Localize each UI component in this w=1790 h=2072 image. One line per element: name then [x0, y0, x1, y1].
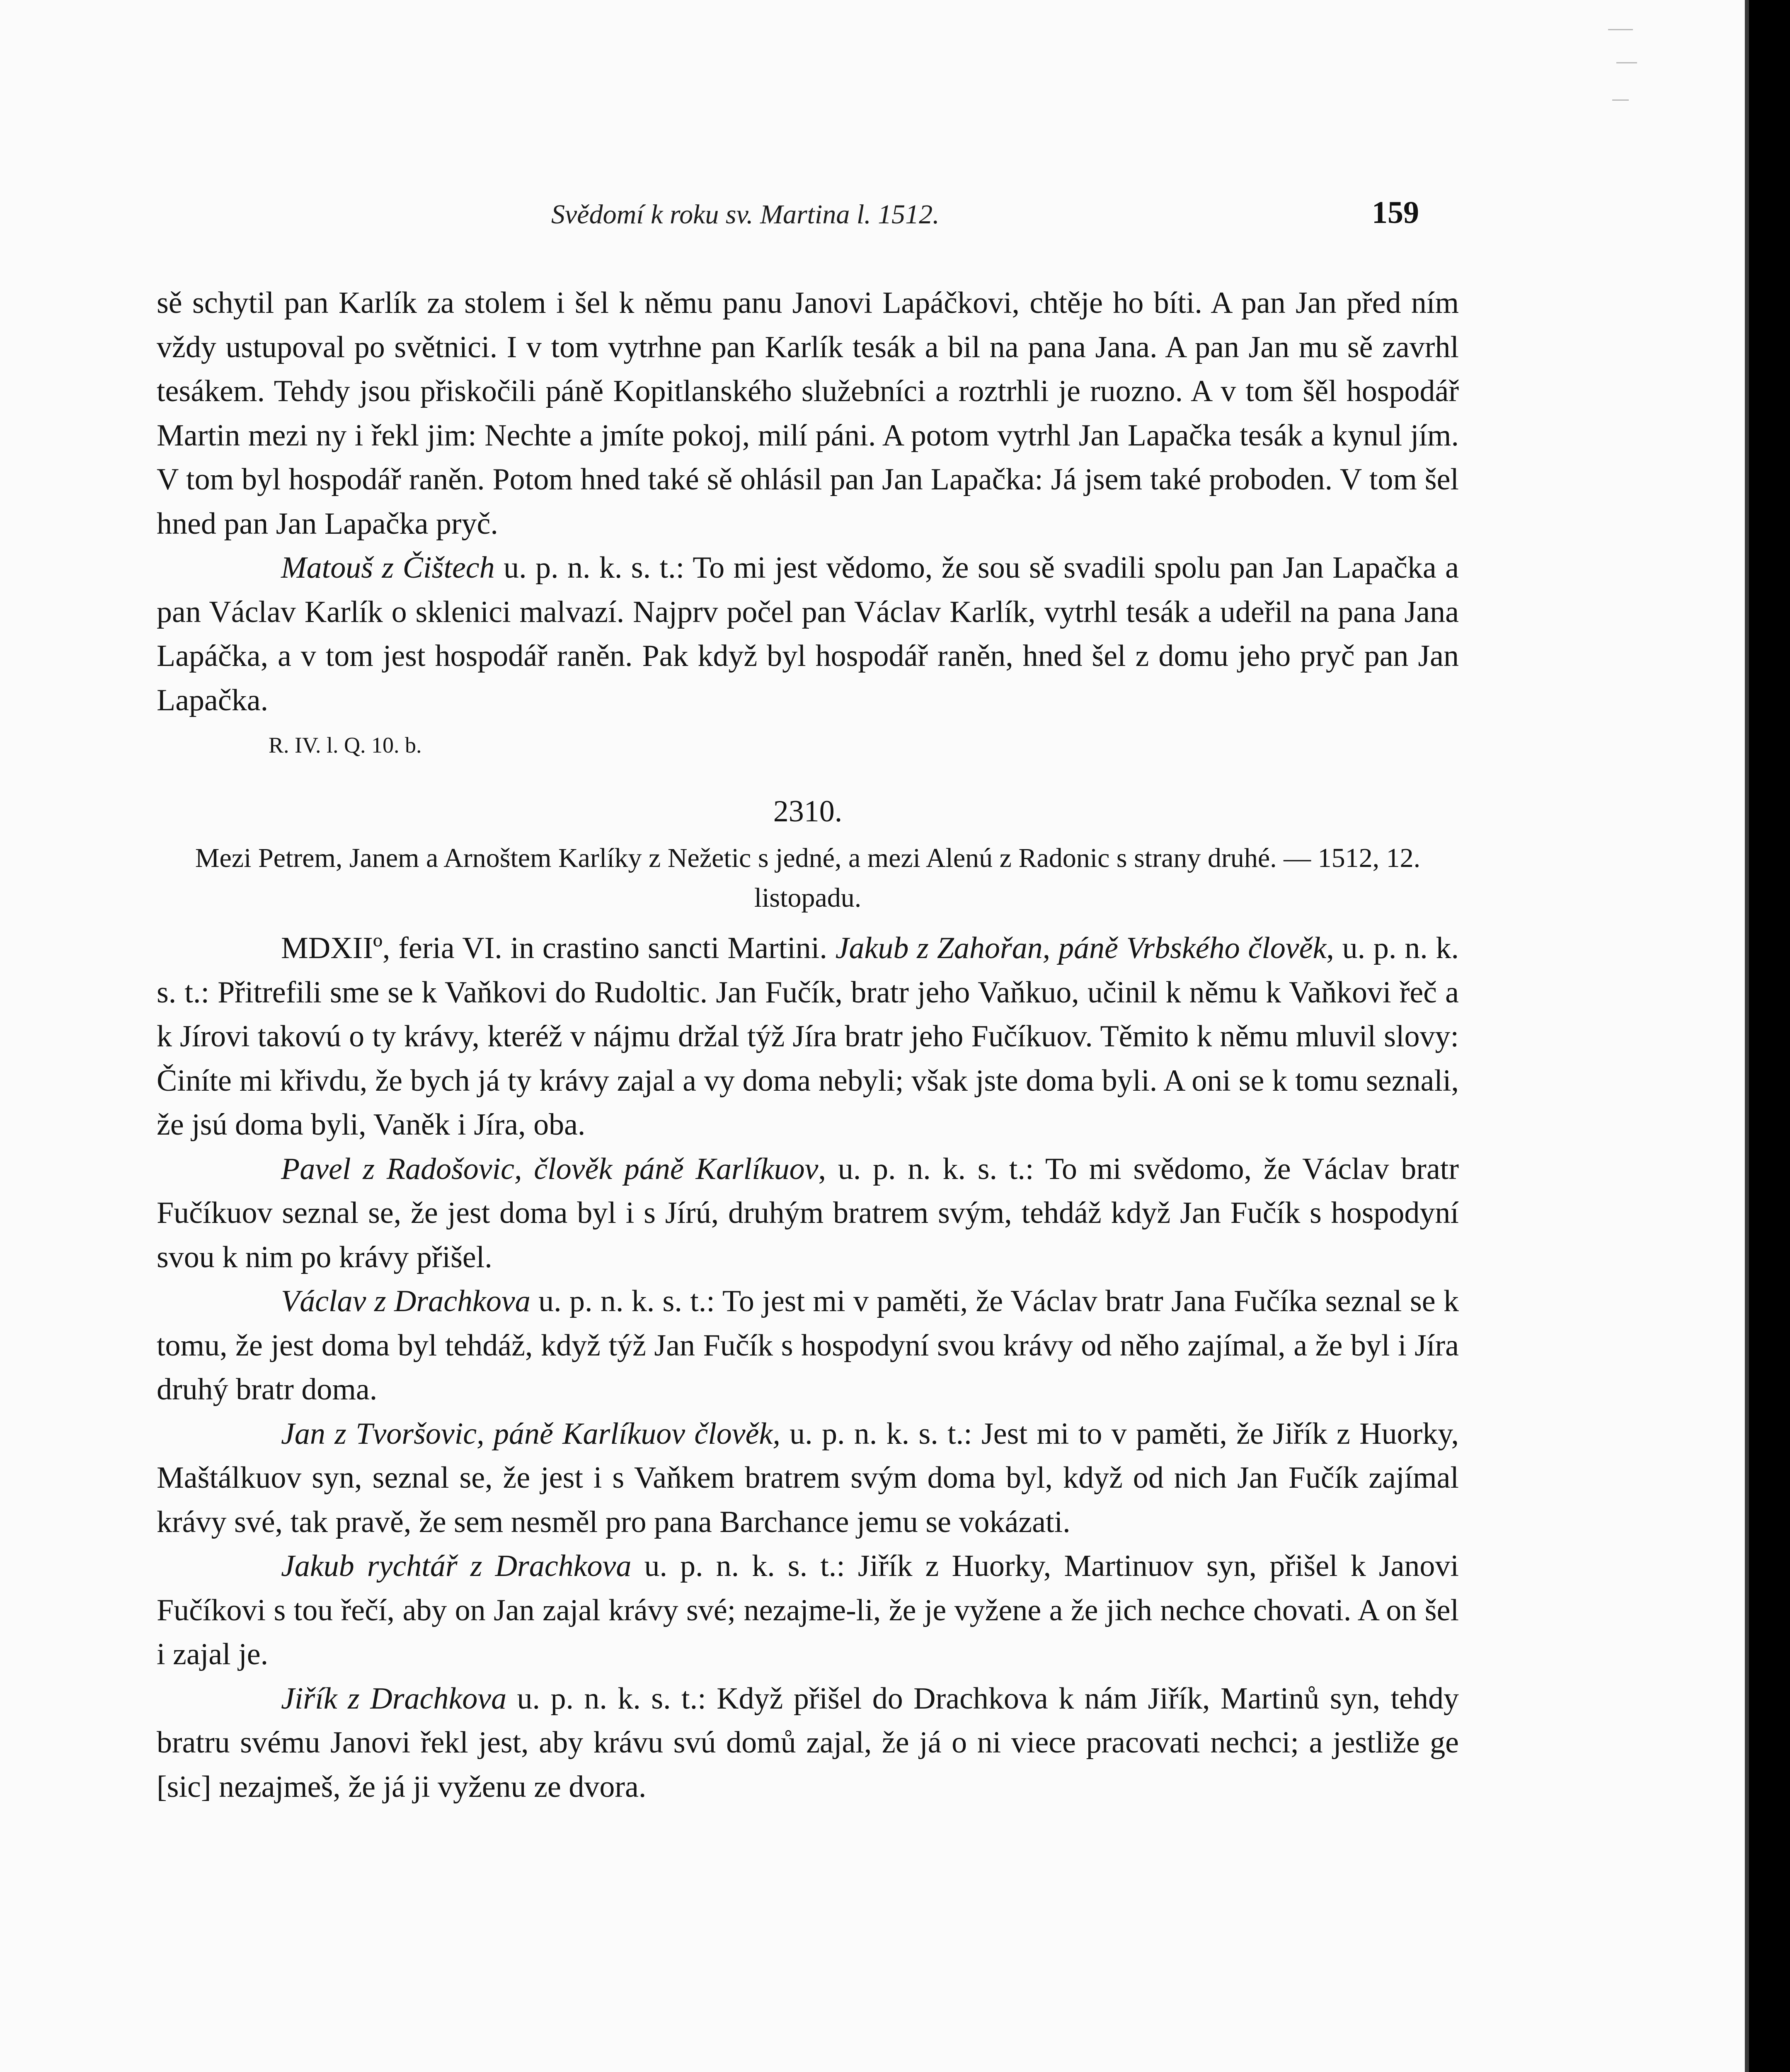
scan-mark: [1608, 29, 1633, 30]
paragraph: sě schytil pan Karlík za stolem i šel k němu panu Janovi Lapáčkovi, chtěje ho bíti. A pan Jan před ním vždy ustupoval po světnici. I v tom vytrhne pan Karlík tesák a bil na pana Jana. A pan Jan mu sě zavrhl tesákem. Tehdy jsou přiskočili páně Kopitlanského služebníci a roztrhli je ruozno. A v tom šěl hospodář Martin mezi ny i řekl jim: Nechte a jmíte pokoj, milí páni. A potom vytrhl Jan Lapačka tesák a kynul jím. V tom byl hospodář raněn. Potom hned také sě ohlásil pan Jan Lapačka: Já jsem také proboden. V tom šel hned pan Jan Lapačka pryč.: [157, 286, 1459, 541]
testimony-text: u. p. n. k. s. t.: To mi jest vědomo, že sou sě svadili spolu pan Jan Lapačka a pan Václav Karlík o sklenici malvazí. Najprv počel pan Václav Karlík, vytrhl tesák a udeřil na pana Jana Lapáčka, a v tom jest hospodář raněn. Pak když byl hospodář raněn, hned šel z domu jeho pryč pan Jan Lapačka.: [157, 551, 1459, 717]
witness-name: Pavel z Radošovic, člověk páně Karlíkuov: [281, 1152, 819, 1186]
witness-name: Jiřík z Drachkova: [281, 1681, 507, 1716]
testimony-text: u. p. n. k. s. t.: Jest mi to v paměti, že Jiřík z Huorky, Maštálkuov syn, seznal se, že jest i s Vaňkem bratrem svým doma byl, když od nich Jan Fučík zajímal krávy své, tak pravě, že sem nesměl pro pana Barchance jemu se vokázati.: [157, 1416, 1459, 1539]
witness-name: Matouš z Čištech: [281, 551, 495, 585]
testimony-text: , u. p. n. k. s. t.: To mi svědomo, že Václav bratr Fučíkuov seznal se, že jest doma byl i s Jírú, druhým bratrem svým, tehdáž když Jan Fučík s hospodyní svou k nim po krávy přišel.: [157, 1152, 1459, 1274]
entry-number: 2310.: [773, 794, 843, 828]
witness-name: Václav z Drachkova: [281, 1284, 530, 1318]
testimony: [157, 1412, 1459, 1544]
scan-mark: [1616, 62, 1637, 63]
witness-name: Jan z Tvoršovic, páně Karlíkuov člověk,: [281, 1416, 780, 1451]
date-text: MDXIIº, feria VI. in crastino sancti Martini.: [281, 931, 836, 965]
entry-opening: [157, 926, 1459, 1147]
witness-name: Jakub rychtář z Drachkova: [281, 1549, 632, 1583]
page-number: 159: [1372, 195, 1419, 230]
witness-name: Jakub z Zahořan, páně Vrbského člověk: [835, 931, 1327, 965]
testimony-text: u. p. n. k. s. t.: To jest mi v paměti, že Václav bratr Jana Fučíka seznal se k tomu, že jest doma byl tehdáž, když týž Jan Fučík s hospodyní svou krávy od něho zajímal, a že byl i Jíra druhý bratr doma.: [157, 1284, 1459, 1406]
testimony: [157, 1677, 1459, 1809]
testimony: [157, 546, 1459, 722]
testimony: [157, 1279, 1459, 1412]
testimony: [157, 1544, 1459, 1677]
page-body: [157, 281, 1459, 1809]
entry-summary: Mezi Petrem, Janem a Arnoštem Karlíky z Nežetic s jedné, a mezi Alenú z Radonic s strany druhé. — 1512, 12. listopadu.: [195, 843, 1421, 913]
source-reference: R. IV. l. Q. 10. b.: [269, 733, 422, 758]
testimony: [157, 1147, 1459, 1280]
running-header: Svědomí k roku sv. Martina l. 1512.: [551, 199, 940, 230]
testimony-text: u. p. n. k. s. t.: Když přišel do Drachkova k nám Jiřík, Martinů syn, tehdy bratru svému Janovi řekl jest, aby krávu svú domů zajal, že já o ni viece pracovati nechci; a jestliže ge [sic] nezajmeš, že já ji vyženu ze dvora.: [157, 1681, 1459, 1804]
testimony-text: u. p. n. k. s. t.: Jiřík z Huorky, Martinuov syn, přišel k Janovi Fučíkovi s tou řečí, aby on Jan zajal krávy své; nezajme-li, že je vyžene a že jich nechce chovati. A on šel i zajal je.: [157, 1549, 1459, 1671]
testimony-text: , u. p. n. k. s. t.: Přitrefili sme se k Vaňkovi do Rudoltic. Jan Fučík, bratr jeho Vaňkuo, učinil k němu k Vaňkovi řeč a k Jírovi takovú o ty krávy, kteréž v nájmu držal týž Jíra bratr jeho Fučíkuov. Těmito k němu mluvil slovy: Činíte mi křivdu, že bych já ty krávy zajal a vy doma nebyli; však jste doma byli. A oni se k tomu seznali, že jsú doma byli, Vaněk i Jíra, oba.: [157, 931, 1459, 1142]
scan-mark: [1612, 99, 1629, 101]
